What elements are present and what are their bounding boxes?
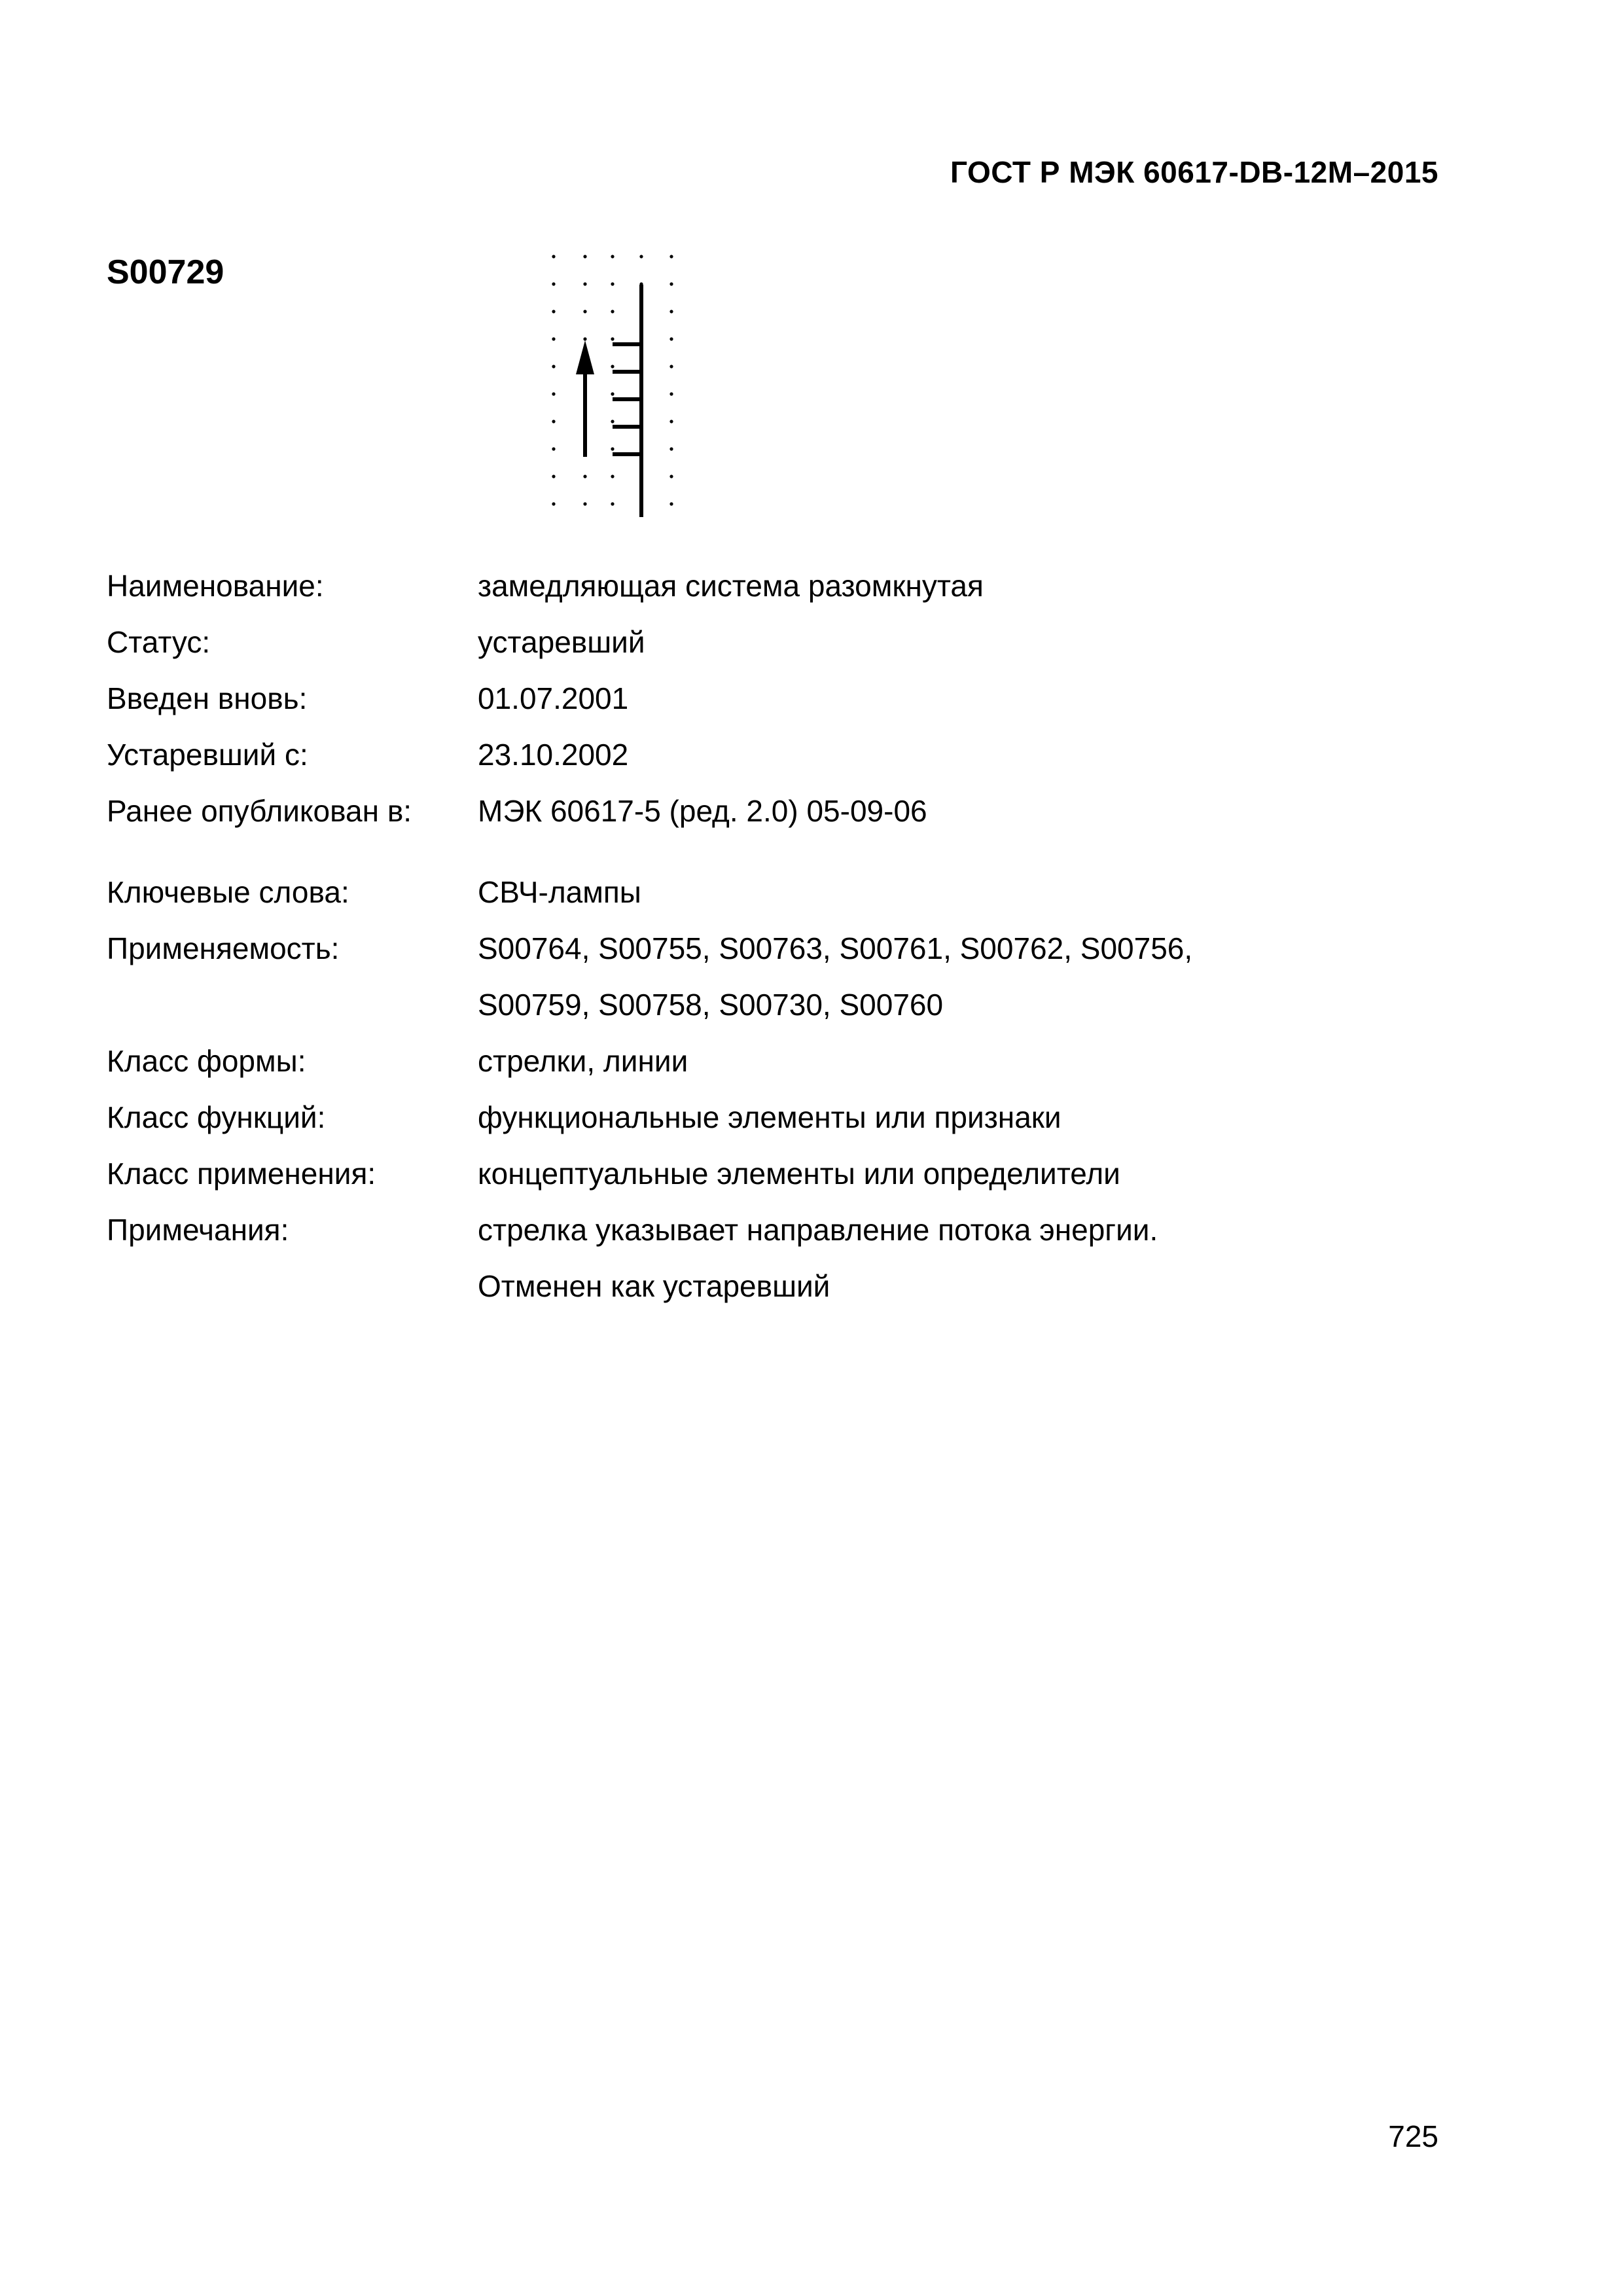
- grid-dot: [611, 337, 614, 340]
- property-label: Применяемость:: [107, 931, 340, 965]
- grid-dot: [611, 420, 614, 423]
- grid-dot: [552, 337, 555, 340]
- grid-dot: [611, 392, 614, 395]
- property-label: Примечания:: [107, 1213, 289, 1247]
- property-value-line: S00759, S00758, S00730, S00760: [478, 988, 944, 1022]
- grid-dot: [611, 310, 614, 313]
- property-row: [107, 726, 1481, 783]
- grid-dot: [669, 282, 673, 285]
- grid-dot: [611, 282, 614, 285]
- property-row: [107, 670, 1481, 726]
- grid-dot: [552, 310, 555, 313]
- grid-dot: [669, 255, 673, 258]
- grid-dot: [611, 365, 614, 368]
- property-value: [478, 558, 1481, 614]
- grid-dot: [669, 392, 673, 395]
- grid-dot: [552, 447, 555, 450]
- grid-dot: [611, 502, 614, 505]
- property-row: [107, 1033, 1481, 1089]
- grid-dot: [583, 475, 586, 478]
- property-label: Класс формы:: [107, 1044, 306, 1078]
- property-row: [107, 614, 1481, 670]
- property-value-line: 23.10.2002: [478, 738, 629, 772]
- grid-dot: [583, 310, 586, 313]
- property-value-line: устаревший: [478, 625, 645, 659]
- property-row: [107, 864, 1481, 920]
- property-value: [478, 1033, 1481, 1089]
- grid-dot: [611, 255, 614, 258]
- symbol-id: S00729: [107, 253, 224, 291]
- property-value: [478, 614, 1481, 670]
- grid-dot: [552, 365, 555, 368]
- property-value-line: S00764, S00755, S00763, S00761, S00762, S00756,: [478, 931, 1193, 965]
- page-number: 725: [1388, 2119, 1438, 2153]
- grid-dot: [669, 337, 673, 340]
- grid-dot: [611, 447, 614, 450]
- grid-dot: [669, 502, 673, 505]
- property-value-line: 01.07.2001: [478, 681, 629, 715]
- grid-dot: [669, 365, 673, 368]
- property-label: Класс функций:: [107, 1100, 326, 1134]
- arrow-head-icon: [576, 340, 594, 374]
- grid-dot: [552, 255, 555, 258]
- property-value-line: функциональные элементы или признаки: [478, 1100, 1061, 1134]
- property-value-line: замедляющая система разомкнутая: [478, 569, 984, 603]
- properties-table: [107, 558, 1481, 1314]
- grid-dot: [583, 282, 586, 285]
- property-value: [478, 1202, 1481, 1314]
- document-header: ГОСТ Р МЭК 60617-DB-12M–2015: [950, 155, 1438, 189]
- property-value: [478, 726, 1481, 783]
- grid-dot: [552, 282, 555, 285]
- property-label: Ключевые слова:: [107, 875, 349, 909]
- grid-dot: [669, 475, 673, 478]
- grid-dot: [552, 502, 555, 505]
- grid-dot: [552, 420, 555, 423]
- property-label: Статус:: [107, 625, 211, 659]
- grid-dot: [669, 310, 673, 313]
- grid-dot: [639, 255, 643, 258]
- property-value-line: концептуальные элементы или определители: [478, 1157, 1120, 1191]
- property-label: Класс применения:: [107, 1157, 376, 1191]
- property-label: Устаревший с:: [107, 738, 308, 772]
- symbol-lines: [585, 285, 641, 517]
- property-value-line: СВЧ-лампы: [478, 875, 641, 909]
- symbol-grid-dots: [552, 255, 673, 505]
- property-row: [107, 1089, 1481, 1145]
- property-row: [107, 558, 1481, 614]
- grid-dot: [583, 502, 586, 505]
- property-value: [478, 864, 1481, 920]
- property-value: [478, 1089, 1481, 1145]
- grid-dot: [611, 475, 614, 478]
- property-row: [107, 1202, 1481, 1314]
- property-label: Наименование:: [107, 569, 324, 603]
- grid-dot: [552, 392, 555, 395]
- grid-dot: [669, 447, 673, 450]
- slow-wave-structure-open-icon: [537, 249, 681, 556]
- property-row: [107, 783, 1481, 839]
- property-label: Ранее опубликован в:: [107, 794, 412, 828]
- property-label: Введен вновь:: [107, 681, 308, 715]
- property-value-line: Отменен как устаревший: [478, 1269, 830, 1303]
- property-value-line: стрелка указывает направление потока энергии.: [478, 1213, 1158, 1247]
- property-value: [478, 783, 1481, 839]
- property-value: [478, 1145, 1481, 1202]
- property-row: [107, 1145, 1481, 1202]
- grid-dot: [583, 255, 586, 258]
- property-value: [478, 920, 1481, 1033]
- grid-dot: [669, 420, 673, 423]
- property-value-line: стрелки, линии: [478, 1044, 688, 1078]
- grid-dot: [552, 475, 555, 478]
- grid-dot: [583, 337, 586, 340]
- property-value-line: МЭК 60617-5 (ред. 2.0) 05-09-06: [478, 794, 927, 828]
- property-value: [478, 670, 1481, 726]
- property-row: [107, 920, 1481, 1033]
